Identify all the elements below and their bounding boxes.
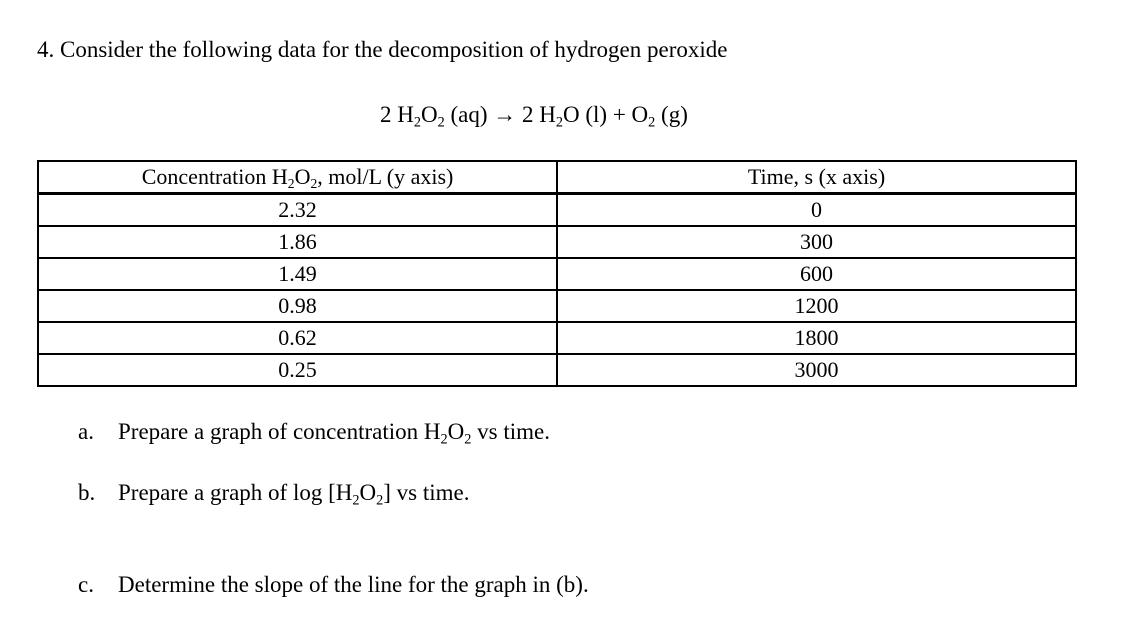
part-text: O (359, 480, 377, 505)
subscript: 2 (555, 114, 564, 131)
cell-time: 600 (557, 258, 1076, 290)
table-row (38, 354, 1076, 386)
cell-time: 1200 (557, 290, 1076, 322)
part-text: vs time. (471, 419, 550, 444)
cell-concentration: 2.32 (38, 194, 557, 227)
cell-concentration: 0.98 (38, 290, 557, 322)
header-time: Time, s (x axis) (557, 161, 1076, 194)
part-text: ] vs time. (383, 480, 470, 505)
header-text: Concentration H (141, 164, 288, 189)
header-concentration (38, 161, 557, 194)
table-row (38, 322, 1076, 354)
subscript: 2 (648, 114, 656, 131)
part-b (78, 478, 470, 508)
part-marker: b. (78, 480, 96, 505)
subscript: 2 (440, 431, 448, 448)
cell-concentration: 0.62 (38, 322, 557, 354)
data-table (37, 160, 1077, 387)
table-row (38, 226, 1076, 258)
part-text: O (447, 419, 465, 444)
table-header-row (38, 161, 1076, 194)
subscript: 2 (437, 114, 445, 131)
subscript: 2 (464, 431, 472, 448)
question-title: 4. Consider the following data for the decomposition of hydrogen peroxide (37, 37, 728, 62)
equation-part: O (l) + O (563, 102, 649, 127)
part-text: Determine the slope of the line for the graph in (b). (118, 572, 589, 597)
header-text: , mol/L (y axis) (317, 164, 454, 189)
equation-part: (aq) → 2 H (444, 102, 556, 127)
table-row (38, 258, 1076, 290)
subscript: 2 (352, 492, 360, 509)
equation-part: (g) (655, 102, 688, 127)
part-marker: c. (78, 572, 94, 597)
cell-time: 0 (557, 194, 1076, 227)
cell-time: 1800 (557, 322, 1076, 354)
subscript: 2 (310, 176, 318, 192)
header-text: O (294, 164, 311, 189)
cell-concentration: 1.49 (38, 258, 557, 290)
table-row (38, 290, 1076, 322)
cell-time: 300 (557, 226, 1076, 258)
subscript: 2 (376, 492, 384, 509)
cell-concentration: 1.86 (38, 226, 557, 258)
part-text: Prepare a graph of concentration H (118, 419, 441, 444)
subscript: 2 (287, 176, 295, 192)
reaction-equation (380, 100, 688, 130)
part-c (78, 570, 589, 600)
part-a (78, 417, 550, 447)
table-row (38, 194, 1076, 227)
part-text: Prepare a graph of log [H (118, 480, 353, 505)
equation-part: O (421, 102, 438, 127)
part-marker: a. (78, 419, 94, 444)
subscript: 2 (413, 114, 421, 131)
cell-time: 3000 (557, 354, 1076, 386)
equation-part: 2 H (380, 102, 414, 127)
cell-concentration: 0.25 (38, 354, 557, 386)
